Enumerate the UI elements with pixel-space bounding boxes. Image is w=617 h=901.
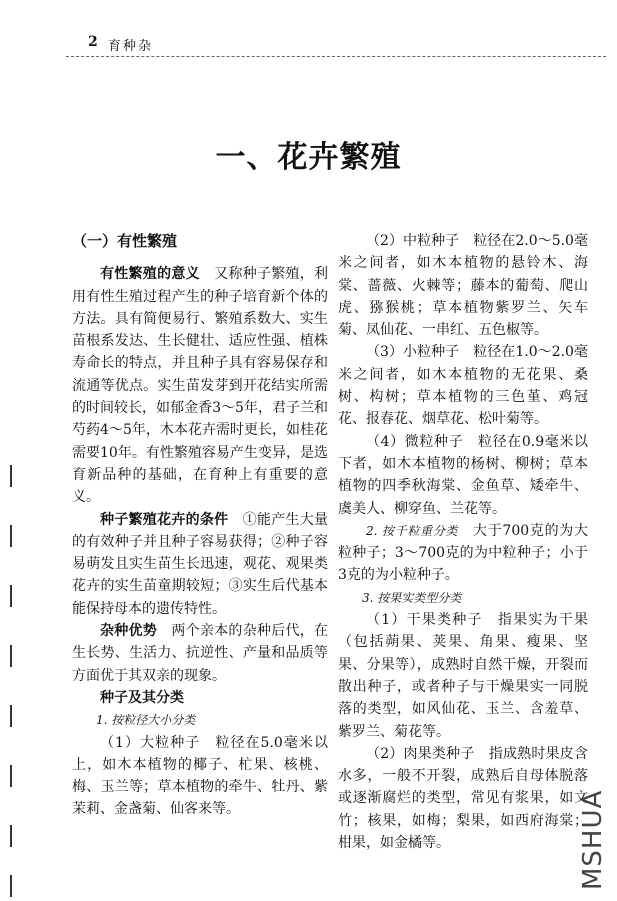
classification-heading: 1. 按粒径大小分类 [96,713,196,728]
classification-heading: 3. 按果实类型分类 [362,590,462,605]
chapter-title: 一、花卉繁殖 [215,140,402,175]
paragraph-text: ①能产生大量的有效种子并且种子容易获得；②种子容易萌发且实生苗生长迅速，观花、观果类花卉的实生苗童期较短；③实生后代基本能保持母本的遗传特性。 [72,511,329,617]
left-column [72,230,328,821]
paragraph [72,620,328,687]
paragraph-text: 两个亲本的杂种后代，在生长势、生活力、抗逆性、产量和品质等方面优于其双亲的现象。 [72,623,329,684]
paragraph: （2）肉果类种子 指成熟时果皮含水多，一般不开裂，成熟后自母体脱落或逐渐腐烂的类型，常见有浆果，如文竹；核果，如梅；梨果，如西府海棠；柑果，如金橘等。 [338,745,588,852]
paragraph-text: 又称种子繁殖，利用有性生殖过程产生的种子培育新个体的方法。具有简便易行、繁殖系数大、实生苗根系发达、生长健壮、适应性强、植株寿命长的特点，并且种子具有容易保存和流通等优点。实生苗发芽到开花结实所需的时间较长，如郁金香3～5年，君子兰和芍药4～5年，木本花卉需时更长，如桂花需要10年。有性繁殖容易产生变异，是选育新品种的基础，在育种上有重要的意义。 [72,266,329,506]
running-header: 育种杂 [108,39,154,54]
paragraph: （2）中粒种子 粒径在2.0～5.0毫米之间者，如木本植物的悬铃木、海棠、蔷薇、火棘等；藤本的葡萄、爬山虎、猕猴桃；草本植物紫罗兰、矢车菊、凤仙花、一串红、五色椒等。 [338,233,588,339]
paragraph: （3）小粒种子 粒径在1.0～2.0毫米之间者，如木本植物的无花果、桑树、构树；草本植物的三色堇、鸡冠花、报春花、烟草花、松叶菊等。 [338,344,588,428]
watermark: MSHUA [578,789,608,890]
classification-heading: 2. 按千粒重分类 [366,523,459,538]
paragraph: （1）大粒种子 粒径在5.0毫米以上，如木本植物的椰子、杧果、核桃、梅、玉兰等；草本植物的牵牛、牡丹、紫茉莉、金盏菊、仙客来等。 [72,734,328,818]
page-number: 2 [88,34,98,50]
term: 杂种优势 [100,623,158,640]
paragraph [72,509,328,620]
paragraph [72,263,328,508]
paragraph: （4）微粒种子 粒径在0.9毫米以下者，如木本植物的杨树、柳树；草本植物的四季秋海棠、金鱼草、矮牵牛、虞美人、柳穿鱼、兰花等。 [338,433,588,517]
paragraph-text: 大于700克的为大粒种子；3～700克的为中粒种子；小于3克的为小粒种子。 [338,522,588,584]
right-column [338,230,588,854]
term: 种子繁殖花卉的条件 [100,511,229,528]
header-rule [66,56,606,57]
term: 有性繁殖的意义 [100,266,200,283]
paragraph [338,520,588,587]
scan-margin-marks [10,465,12,895]
section-heading: （一）有性繁殖 [72,232,178,250]
paragraph: （1）干果类种子 指果实为干果（包括蒴果、荚果、角果、瘦果、坚果、分果等），成熟时自然干燥，开裂而散出种子，或者种子与干燥果实一同脱落的类型，如风仙花、玉兰、含羞草、紫罗兰、菊花等。 [338,612,588,740]
subheading: 种子及其分类 [100,689,184,706]
